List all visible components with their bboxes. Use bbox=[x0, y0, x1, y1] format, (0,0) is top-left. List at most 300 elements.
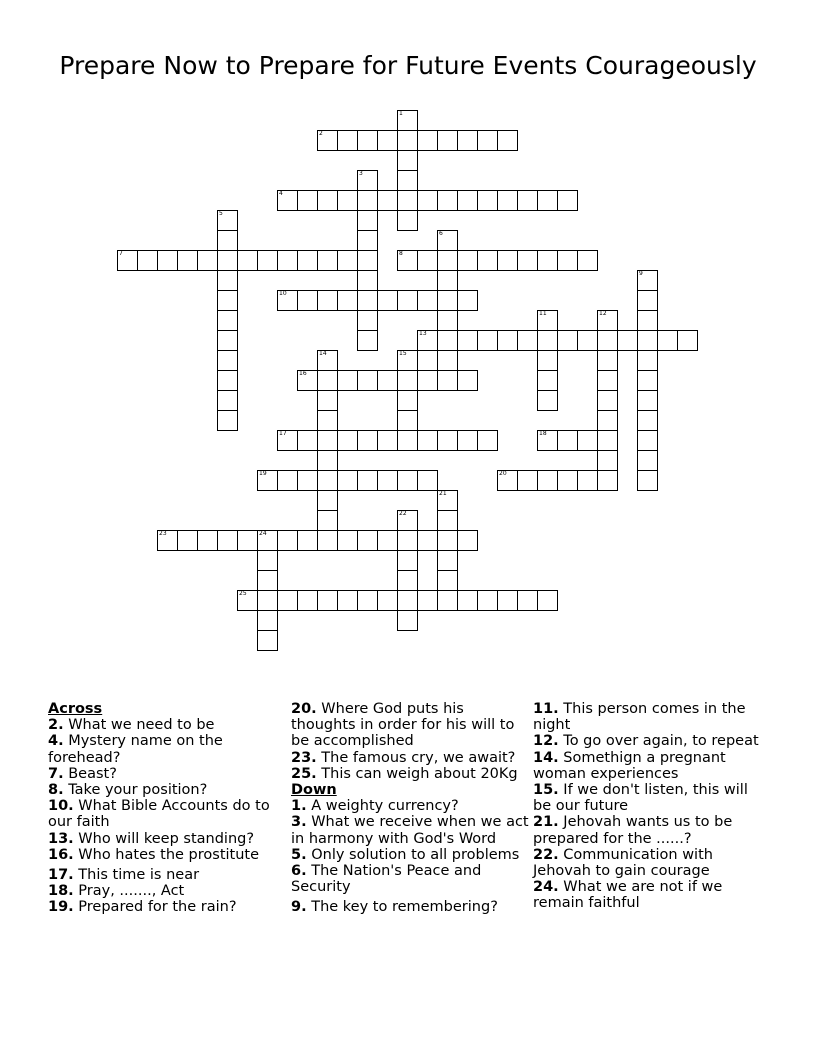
grid-cell[interactable] bbox=[437, 270, 458, 291]
grid-cell[interactable] bbox=[457, 250, 478, 271]
grid-cell[interactable] bbox=[537, 190, 558, 211]
grid-cell[interactable] bbox=[317, 410, 338, 431]
grid-cell[interactable] bbox=[637, 350, 658, 371]
clue-number-14: 14 bbox=[319, 350, 327, 357]
grid-cell[interactable] bbox=[337, 530, 358, 551]
grid-cell[interactable] bbox=[657, 330, 678, 351]
grid-cell[interactable] bbox=[217, 370, 238, 391]
grid-cell[interactable] bbox=[337, 190, 358, 211]
grid-cell[interactable] bbox=[557, 190, 578, 211]
clue-number-label: 24. bbox=[533, 879, 559, 896]
clue-number-1: 1 bbox=[399, 110, 403, 117]
grid-cell[interactable] bbox=[637, 370, 658, 391]
grid-cell[interactable] bbox=[417, 330, 438, 351]
grid-cell[interactable] bbox=[337, 590, 358, 611]
grid-cell[interactable] bbox=[377, 470, 398, 491]
grid-cell[interactable] bbox=[477, 590, 498, 611]
clue-16 bbox=[48, 847, 283, 863]
clue-text: A weighty currency? bbox=[311, 798, 459, 815]
grid-cell[interactable] bbox=[397, 610, 418, 631]
grid-cell[interactable] bbox=[317, 510, 338, 531]
grid-cell[interactable] bbox=[477, 130, 498, 151]
clue-number-label: 6. bbox=[291, 863, 307, 880]
grid-cell[interactable] bbox=[397, 150, 418, 171]
grid-cell[interactable] bbox=[377, 590, 398, 611]
clue-number-label: 8. bbox=[48, 782, 64, 799]
clue-number-label: 25. bbox=[291, 765, 317, 782]
clue-19 bbox=[48, 899, 283, 915]
grid-cell[interactable] bbox=[497, 130, 518, 151]
grid-cell[interactable] bbox=[357, 170, 378, 191]
grid-cell[interactable] bbox=[517, 330, 538, 351]
grid-cell[interactable] bbox=[417, 370, 438, 391]
grid-cell[interactable] bbox=[557, 250, 578, 271]
clue-number-label: 18. bbox=[48, 883, 74, 900]
grid-cell[interactable] bbox=[437, 530, 458, 551]
grid-cell[interactable] bbox=[317, 590, 338, 611]
clue-text: What we receive when we act in harmony with God's Word bbox=[291, 814, 529, 847]
grid-cell[interactable] bbox=[257, 550, 278, 571]
clue-number-4: 4 bbox=[279, 190, 283, 197]
clue-5 bbox=[291, 847, 529, 863]
grid-cell[interactable] bbox=[377, 190, 398, 211]
clue-14 bbox=[533, 750, 763, 782]
grid-cell[interactable] bbox=[577, 250, 598, 271]
grid-cell[interactable] bbox=[257, 530, 278, 551]
grid-cell[interactable] bbox=[257, 630, 278, 651]
clue-number-label: 22. bbox=[533, 846, 559, 863]
clue-number-6: 6 bbox=[439, 230, 443, 237]
grid-cell[interactable] bbox=[597, 410, 618, 431]
clue-9 bbox=[291, 899, 529, 915]
clue-12 bbox=[533, 733, 763, 749]
grid-cell[interactable] bbox=[397, 430, 418, 451]
grid-cell[interactable] bbox=[297, 370, 318, 391]
grid-cell[interactable] bbox=[477, 250, 498, 271]
clue-text: Where God puts his thoughts in order for his will to be accomplished bbox=[291, 701, 515, 750]
grid-cell[interactable] bbox=[437, 510, 458, 531]
grid-cell[interactable] bbox=[637, 390, 658, 411]
grid-cell[interactable] bbox=[497, 190, 518, 211]
grid-cell[interactable] bbox=[277, 290, 298, 311]
grid-cell[interactable] bbox=[597, 350, 618, 371]
grid-cell[interactable] bbox=[217, 210, 238, 231]
grid-cell[interactable] bbox=[237, 250, 258, 271]
grid-cell[interactable] bbox=[357, 130, 378, 151]
grid-cell[interactable] bbox=[497, 250, 518, 271]
grid-cell[interactable] bbox=[397, 210, 418, 231]
grid-cell[interactable] bbox=[577, 330, 598, 351]
puzzle-title: Prepare Now to Prepare for Future Events Courageously bbox=[59, 51, 757, 80]
grid-cell[interactable] bbox=[457, 590, 478, 611]
grid-cell[interactable] bbox=[357, 470, 378, 491]
grid-cell[interactable] bbox=[377, 430, 398, 451]
grid-cell[interactable] bbox=[297, 250, 318, 271]
clue-number-label: 21. bbox=[533, 814, 559, 831]
clue-text: What we need to be bbox=[68, 717, 215, 734]
grid-cell[interactable] bbox=[317, 450, 338, 471]
grid-cell[interactable] bbox=[437, 490, 458, 511]
grid-cell[interactable] bbox=[457, 530, 478, 551]
grid-cell[interactable] bbox=[537, 350, 558, 371]
clue-number-label: 10. bbox=[48, 798, 74, 815]
clue-number-21: 21 bbox=[439, 490, 447, 497]
grid-cell[interactable] bbox=[317, 130, 338, 151]
clue-18 bbox=[48, 883, 283, 899]
grid-cell[interactable] bbox=[517, 190, 538, 211]
grid-cell[interactable] bbox=[597, 450, 618, 471]
grid-cell[interactable] bbox=[637, 330, 658, 351]
grid-cell[interactable] bbox=[437, 130, 458, 151]
grid-cell[interactable] bbox=[497, 470, 518, 491]
clue-text: Prepared for the rain? bbox=[78, 899, 237, 916]
grid-cell[interactable] bbox=[677, 330, 698, 351]
grid-cell[interactable] bbox=[417, 190, 438, 211]
grid-cell[interactable] bbox=[417, 530, 438, 551]
grid-cell[interactable] bbox=[417, 130, 438, 151]
grid-cell[interactable] bbox=[477, 190, 498, 211]
grid-cell[interactable] bbox=[337, 290, 358, 311]
clue-6 bbox=[291, 863, 529, 895]
grid-cell[interactable] bbox=[497, 590, 518, 611]
grid-cell[interactable] bbox=[557, 430, 578, 451]
clue-number-10: 10 bbox=[279, 290, 287, 297]
grid-cell[interactable] bbox=[397, 530, 418, 551]
grid-cell[interactable] bbox=[397, 410, 418, 431]
grid-cell[interactable] bbox=[417, 590, 438, 611]
clue-number-label: 20. bbox=[291, 701, 317, 717]
clue-text: Who hates the prostitute bbox=[78, 846, 260, 863]
grid-cell[interactable] bbox=[517, 590, 538, 611]
clue-number-label: 9. bbox=[291, 899, 307, 916]
clue-number-label: 13. bbox=[48, 830, 74, 847]
grid-cell[interactable] bbox=[337, 430, 358, 451]
grid-cell[interactable] bbox=[317, 530, 338, 551]
grid-cell[interactable] bbox=[397, 350, 418, 371]
grid-cell[interactable] bbox=[397, 470, 418, 491]
grid-cell[interactable] bbox=[557, 330, 578, 351]
grid-cell[interactable] bbox=[217, 330, 238, 351]
grid-cell[interactable] bbox=[357, 250, 378, 271]
clue-text: What Bible Accounts do to our faith bbox=[48, 798, 270, 831]
grid-cell[interactable] bbox=[357, 330, 378, 351]
grid-cell[interactable] bbox=[537, 310, 558, 331]
clue-text: To go over again, to repeat bbox=[563, 733, 759, 750]
clue-number-label: 7. bbox=[48, 765, 64, 782]
clue-text: The key to remembering? bbox=[311, 899, 498, 916]
grid-cell[interactable] bbox=[557, 470, 578, 491]
grid-cell[interactable] bbox=[417, 290, 438, 311]
clue-text: Communication with Jehovah to gain courage bbox=[533, 846, 713, 880]
clue-text: Beast? bbox=[68, 765, 117, 782]
grid-cell[interactable] bbox=[337, 250, 358, 271]
grid-cell[interactable] bbox=[117, 250, 138, 271]
grid-cell[interactable] bbox=[397, 110, 418, 131]
grid-cell[interactable] bbox=[277, 590, 298, 611]
grid-cell[interactable] bbox=[357, 270, 378, 291]
grid-cell[interactable] bbox=[437, 290, 458, 311]
grid-cell[interactable] bbox=[357, 230, 378, 251]
clue-number-label: 23. bbox=[291, 749, 317, 766]
grid-cell[interactable] bbox=[317, 370, 338, 391]
grid-cell[interactable] bbox=[157, 530, 178, 551]
grid-cell[interactable] bbox=[217, 390, 238, 411]
grid-cell[interactable] bbox=[277, 430, 298, 451]
clue-number-12: 12 bbox=[599, 310, 607, 317]
grid-cell[interactable] bbox=[297, 190, 318, 211]
grid-cell[interactable] bbox=[537, 250, 558, 271]
clue-number-16: 16 bbox=[299, 370, 307, 377]
grid-cell[interactable] bbox=[397, 370, 418, 391]
grid-cell[interactable] bbox=[437, 570, 458, 591]
grid-cell[interactable] bbox=[277, 190, 298, 211]
clue-text: What we are not if we remain faithful bbox=[533, 879, 723, 912]
grid-cell[interactable] bbox=[317, 290, 338, 311]
clue-10 bbox=[48, 798, 283, 830]
grid-cell[interactable] bbox=[637, 410, 658, 431]
grid-cell[interactable] bbox=[417, 430, 438, 451]
grid-cell[interactable] bbox=[317, 470, 338, 491]
grid-cell[interactable] bbox=[597, 390, 618, 411]
grid-cell[interactable] bbox=[337, 370, 358, 391]
grid-cell[interactable] bbox=[297, 430, 318, 451]
grid-cell[interactable] bbox=[377, 290, 398, 311]
clue-number-19: 19 bbox=[259, 470, 267, 477]
grid-cell[interactable] bbox=[637, 450, 658, 471]
clue-number-9: 9 bbox=[639, 270, 643, 277]
grid-cell[interactable] bbox=[577, 430, 598, 451]
clue-text: Only solution to all problems bbox=[311, 846, 520, 863]
grid-cell[interactable] bbox=[637, 270, 658, 291]
grid-cell[interactable] bbox=[477, 430, 498, 451]
grid-cell[interactable] bbox=[337, 470, 358, 491]
grid-cell[interactable] bbox=[317, 350, 338, 371]
clue-number-label: 11. bbox=[533, 701, 559, 717]
grid-cell[interactable] bbox=[317, 490, 338, 511]
grid-cell[interactable] bbox=[577, 470, 598, 491]
grid-cell[interactable] bbox=[397, 250, 418, 271]
grid-cell[interactable] bbox=[137, 250, 158, 271]
grid-cell[interactable] bbox=[357, 310, 378, 331]
grid-cell[interactable] bbox=[317, 190, 338, 211]
grid-cell[interactable] bbox=[597, 370, 618, 391]
grid-cell[interactable] bbox=[637, 290, 658, 311]
grid-cell[interactable] bbox=[437, 370, 458, 391]
grid-cell[interactable] bbox=[457, 290, 478, 311]
down-heading: Down bbox=[291, 782, 337, 799]
clue-13 bbox=[48, 831, 283, 847]
grid-cell[interactable] bbox=[357, 590, 378, 611]
grid-cell[interactable] bbox=[397, 550, 418, 571]
grid-cell[interactable] bbox=[457, 430, 478, 451]
grid-cell[interactable] bbox=[397, 390, 418, 411]
clue-number-24: 24 bbox=[259, 530, 267, 537]
grid-cell[interactable] bbox=[437, 250, 458, 271]
grid-cell[interactable] bbox=[437, 230, 458, 251]
clue-column-2 bbox=[291, 701, 529, 916]
clue-number-18: 18 bbox=[539, 430, 547, 437]
clue-21 bbox=[533, 814, 763, 846]
clue-number-20: 20 bbox=[499, 470, 507, 477]
grid-cell[interactable] bbox=[217, 310, 238, 331]
grid-cell[interactable] bbox=[257, 610, 278, 631]
grid-cell[interactable] bbox=[357, 430, 378, 451]
clue-text: If we don't listen, this will be our future bbox=[533, 782, 748, 815]
grid-cell[interactable] bbox=[617, 330, 638, 351]
grid-cell[interactable] bbox=[637, 430, 658, 451]
grid-cell[interactable] bbox=[537, 390, 558, 411]
clue-number-3: 3 bbox=[359, 170, 363, 177]
grid-cell[interactable] bbox=[297, 470, 318, 491]
grid-cell[interactable] bbox=[537, 330, 558, 351]
grid-cell[interactable] bbox=[597, 330, 618, 351]
across-heading: Across bbox=[48, 701, 103, 717]
grid-cell[interactable] bbox=[437, 310, 458, 331]
clue-number-label: 4. bbox=[48, 733, 64, 750]
grid-cell[interactable] bbox=[537, 470, 558, 491]
grid-cell[interactable] bbox=[277, 470, 298, 491]
grid-cell[interactable] bbox=[377, 530, 398, 551]
grid-cell[interactable] bbox=[257, 590, 278, 611]
clue-text: Jehovah wants us to be prepared for the ......? bbox=[533, 814, 733, 847]
clue-column-3 bbox=[533, 701, 763, 912]
grid-cell[interactable] bbox=[237, 590, 258, 611]
clue-number-25: 25 bbox=[239, 590, 247, 597]
clue-number-23: 23 bbox=[159, 530, 167, 537]
grid-cell[interactable] bbox=[457, 370, 478, 391]
grid-cell[interactable] bbox=[457, 130, 478, 151]
grid-cell[interactable] bbox=[397, 510, 418, 531]
grid-cell[interactable] bbox=[437, 430, 458, 451]
grid-cell[interactable] bbox=[357, 290, 378, 311]
grid-cell[interactable] bbox=[277, 250, 298, 271]
grid-cell[interactable] bbox=[397, 570, 418, 591]
grid-cell[interactable] bbox=[597, 430, 618, 451]
clue-2 bbox=[48, 717, 283, 733]
grid-cell[interactable] bbox=[357, 190, 378, 211]
clue-17 bbox=[48, 867, 283, 883]
clue-text: The Nation's Peace and Security bbox=[291, 863, 482, 896]
grid-cell[interactable] bbox=[517, 250, 538, 271]
grid-cell[interactable] bbox=[317, 390, 338, 411]
clue-24 bbox=[533, 879, 763, 911]
clue-number-label: 16. bbox=[48, 846, 74, 863]
clue-number-2: 2 bbox=[319, 130, 323, 137]
grid-cell[interactable] bbox=[217, 530, 238, 551]
clue-number-label: 1. bbox=[291, 798, 307, 815]
clue-number-7: 7 bbox=[119, 250, 123, 257]
grid-cell[interactable] bbox=[357, 530, 378, 551]
grid-cell[interactable] bbox=[217, 350, 238, 371]
clue-text: Who will keep standing? bbox=[78, 830, 255, 847]
grid-cell[interactable] bbox=[377, 370, 398, 391]
grid-cell[interactable] bbox=[177, 250, 198, 271]
grid-cell[interactable] bbox=[217, 230, 238, 251]
grid-cell[interactable] bbox=[357, 210, 378, 231]
grid-cell[interactable] bbox=[637, 310, 658, 331]
clue-number-label: 15. bbox=[533, 782, 559, 799]
clue-text: Somethign a pregnant woman experiences bbox=[533, 749, 726, 782]
clue-column-1 bbox=[48, 701, 283, 916]
grid-cell[interactable] bbox=[397, 590, 418, 611]
clue-number-label: 5. bbox=[291, 846, 307, 863]
grid-cell[interactable] bbox=[397, 130, 418, 151]
grid-cell[interactable] bbox=[537, 590, 558, 611]
grid-cell[interactable] bbox=[257, 250, 278, 271]
grid-cell[interactable] bbox=[177, 530, 198, 551]
grid-cell[interactable] bbox=[497, 330, 518, 351]
grid-cell[interactable] bbox=[397, 190, 418, 211]
grid-cell[interactable] bbox=[537, 430, 558, 451]
grid-cell[interactable] bbox=[217, 270, 238, 291]
grid-cell[interactable] bbox=[297, 530, 318, 551]
grid-cell[interactable] bbox=[197, 530, 218, 551]
clue-text: This can weigh about 20Kg bbox=[321, 765, 518, 782]
grid-cell[interactable] bbox=[157, 250, 178, 271]
grid-cell[interactable] bbox=[297, 590, 318, 611]
clue-number-13: 13 bbox=[419, 330, 427, 337]
grid-cell[interactable] bbox=[537, 370, 558, 391]
grid-cell[interactable] bbox=[297, 290, 318, 311]
clue-25 bbox=[291, 766, 529, 782]
grid-cell[interactable] bbox=[217, 410, 238, 431]
clue-text: This person comes in the night bbox=[533, 701, 746, 734]
grid-cell[interactable] bbox=[457, 330, 478, 351]
grid-cell[interactable] bbox=[517, 470, 538, 491]
grid-cell[interactable] bbox=[237, 530, 258, 551]
grid-cell[interactable] bbox=[397, 290, 418, 311]
grid-cell[interactable] bbox=[437, 550, 458, 571]
grid-cell[interactable] bbox=[257, 470, 278, 491]
grid-cell[interactable] bbox=[637, 470, 658, 491]
grid-cell[interactable] bbox=[337, 130, 358, 151]
clue-number-label: 2. bbox=[48, 717, 64, 734]
grid-cell[interactable] bbox=[437, 590, 458, 611]
grid-cell[interactable] bbox=[597, 310, 618, 331]
grid-cell[interactable] bbox=[357, 370, 378, 391]
grid-cell[interactable] bbox=[317, 430, 338, 451]
clue-number-8: 8 bbox=[399, 250, 403, 257]
grid-cell[interactable] bbox=[277, 530, 298, 551]
grid-cell[interactable] bbox=[197, 250, 218, 271]
clue-1 bbox=[291, 798, 529, 814]
grid-cell[interactable] bbox=[417, 470, 438, 491]
grid-cell[interactable] bbox=[377, 130, 398, 151]
grid-cell[interactable] bbox=[437, 190, 458, 211]
clue-3 bbox=[291, 814, 529, 846]
clue-20 bbox=[291, 701, 529, 750]
clue-7 bbox=[48, 766, 283, 782]
clue-number-label: 12. bbox=[533, 733, 559, 750]
grid-cell[interactable] bbox=[317, 250, 338, 271]
grid-cell[interactable] bbox=[477, 330, 498, 351]
grid-cell[interactable] bbox=[257, 570, 278, 591]
grid-cell[interactable] bbox=[437, 330, 458, 351]
clue-number-label: 17. bbox=[48, 867, 74, 884]
clue-11 bbox=[533, 701, 763, 733]
clue-23 bbox=[291, 750, 529, 766]
grid-cell[interactable] bbox=[397, 170, 418, 191]
clue-number-11: 11 bbox=[539, 310, 547, 317]
grid-cell[interactable] bbox=[457, 190, 478, 211]
grid-cell[interactable] bbox=[437, 350, 458, 371]
grid-cell[interactable] bbox=[217, 290, 238, 311]
grid-cell[interactable] bbox=[217, 250, 238, 271]
clue-8 bbox=[48, 782, 283, 798]
clue-text: The famous cry, we await? bbox=[321, 749, 516, 766]
grid-cell[interactable] bbox=[597, 470, 618, 491]
grid-cell[interactable] bbox=[417, 250, 438, 271]
